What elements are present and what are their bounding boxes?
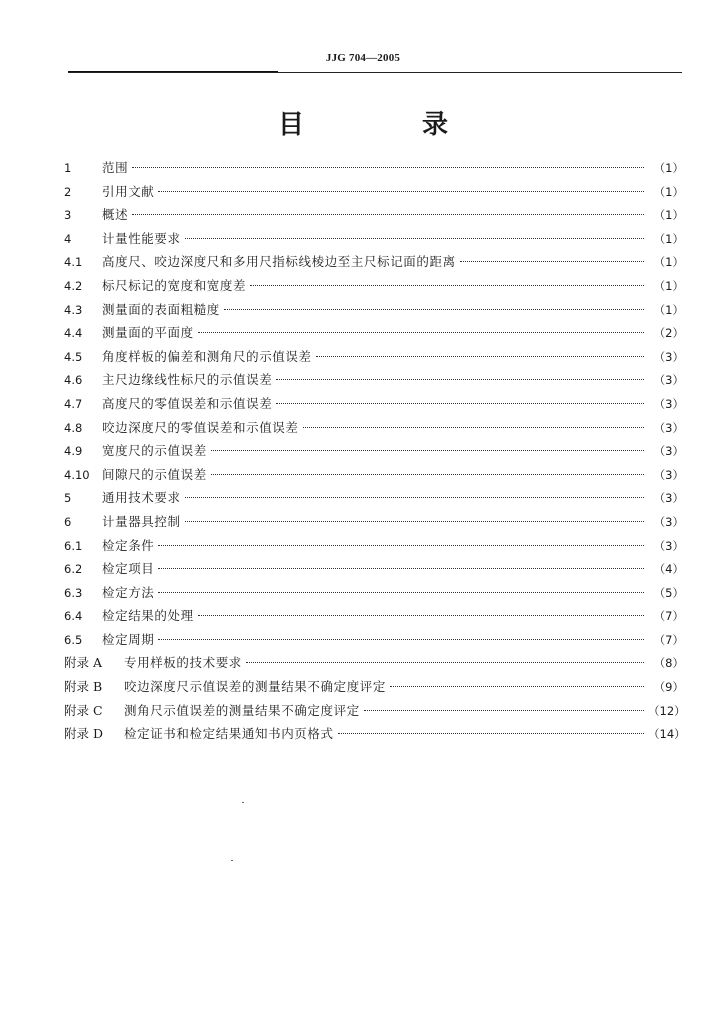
toc-entry-page: （1） (653, 278, 684, 293)
dot-leader (185, 497, 644, 498)
toc-entry[interactable] (64, 628, 684, 652)
toc-entry-title: 范围 (102, 160, 129, 175)
dot-leader (185, 521, 644, 522)
dot-leader (276, 379, 644, 380)
toc-entry[interactable] (64, 486, 684, 510)
toc-entry-page: （1） (653, 302, 684, 317)
toc-entry-title: 检定周期 (102, 631, 155, 647)
toc-entry-number: 6 (64, 514, 72, 529)
dot-leader (158, 191, 644, 192)
toc-entry-number: 附录 D (64, 726, 103, 742)
toc-entry[interactable] (64, 557, 684, 581)
toc-entry[interactable] (64, 345, 684, 369)
toc-entry-title: 宽度尺的示值误差 (102, 443, 207, 459)
toc-entry-number: 4.9 (64, 444, 83, 459)
dot-leader (316, 356, 644, 357)
toc-entry-number: 6.4 (64, 609, 83, 624)
toc-entry-number: 5 (64, 491, 72, 506)
toc-entry-title: 高度尺的零值误差和示值误差 (102, 395, 273, 411)
toc-entry[interactable] (64, 604, 684, 628)
toc-entry-page: （3） (653, 373, 684, 388)
toc-entry-page: （2） (653, 326, 684, 341)
toc-entry-title: 标尺标记的宽度和宽度差 (102, 277, 247, 293)
toc-entry-page: （14） (648, 727, 686, 742)
toc-entry-page: （1） (653, 231, 684, 246)
scan-speck (242, 802, 244, 803)
dot-leader (276, 403, 644, 404)
dot-leader (303, 427, 644, 428)
dot-leader (390, 686, 644, 687)
toc-entry-number: 6.5 (64, 632, 83, 647)
toc-entry[interactable] (64, 227, 684, 251)
toc-entry-number: 6.3 (64, 585, 83, 600)
toc-entry-page: （3） (653, 349, 684, 364)
dot-leader (250, 285, 644, 286)
toc-entry-title: 专用样板的技术要求 (124, 655, 242, 671)
toc-entry-number: 附录 A (64, 655, 103, 671)
toc-entry[interactable] (64, 392, 684, 416)
toc-entry-page: （7） (653, 632, 684, 647)
dot-leader (211, 450, 644, 451)
toc-entry-page: （3） (653, 420, 684, 435)
toc-entry-page: （3） (653, 514, 684, 529)
toc-entry-page: （1） (653, 255, 684, 270)
toc-entry[interactable] (64, 651, 684, 675)
toc-entry-number: 6.1 (64, 538, 83, 553)
dot-leader (198, 615, 644, 616)
toc-entry-title: 计量器具控制 (102, 513, 181, 529)
toc-entry-page: （3） (653, 444, 684, 459)
toc-entry[interactable] (64, 534, 684, 558)
toc-entry[interactable] (64, 416, 684, 440)
toc-entry[interactable] (64, 250, 684, 274)
header-rule (68, 72, 682, 73)
toc-entry-number: 4.7 (64, 396, 83, 411)
document-code: JJG 704—2005 (325, 52, 401, 64)
dot-leader (246, 662, 644, 663)
toc-entry-page: （3） (653, 491, 684, 506)
toc-entry-title: 概述 (102, 207, 129, 223)
toc-entry-number: 4.5 (64, 349, 83, 364)
toc-entry-page: （8） (653, 656, 684, 671)
toc-entry-number: 1 (64, 161, 72, 175)
toc-entry-number: 4.2 (64, 278, 83, 293)
toc-entry-title: 测角尺示值误差的测量结果不确定度评定 (124, 702, 360, 718)
toc-entry-title: 咬边深度尺示值误差的测量结果不确定度评定 (124, 679, 387, 695)
toc-entry-page: （1） (653, 161, 684, 175)
dot-leader (158, 545, 644, 546)
dot-leader (158, 568, 644, 569)
toc-entry-title: 高度尺、咬边深度尺和多用尺指标线棱边至主尺标记面的距离 (102, 254, 456, 270)
toc-entry-title: 检定项目 (102, 561, 155, 577)
toc-entry-number: 2 (64, 184, 72, 199)
toc-entry-title: 间隙尺的示值误差 (102, 466, 207, 482)
toc-entry[interactable] (64, 321, 684, 345)
toc-entry-page: （9） (653, 680, 684, 695)
dot-leader (132, 167, 644, 168)
toc-entry-page: （3） (653, 467, 684, 482)
toc-entry-page: （5） (653, 585, 684, 600)
toc-entry-number: 4.10 (64, 467, 90, 482)
toc-entry-title: 测量面的表面粗糙度 (102, 301, 220, 317)
toc-entry-title: 检定证书和检定结果通知书内页格式 (124, 726, 334, 742)
toc-entry-page: （7） (653, 609, 684, 624)
toc-entry[interactable] (64, 203, 684, 227)
toc-entry-title: 咬边深度尺的零值误差和示值误差 (102, 419, 299, 435)
dot-leader (364, 710, 644, 711)
toc-entry-number: 6.2 (64, 562, 83, 577)
toc-entry-page: （3） (653, 396, 684, 411)
toc-entry-title: 角度样板的偏差和测角尺的示值误差 (102, 348, 312, 364)
toc-entry[interactable] (64, 510, 684, 534)
toc-entry-number: 4.6 (64, 373, 83, 388)
toc-entry-number: 3 (64, 208, 72, 223)
toc-entry-number: 4.1 (64, 255, 83, 270)
toc-entry-number: 4.3 (64, 302, 83, 317)
toc-entry[interactable] (64, 368, 684, 392)
toc-entry-title: 测量面的平面度 (102, 325, 194, 341)
dot-leader (158, 639, 644, 640)
dot-leader (460, 261, 644, 262)
toc-entry-title: 检定结果的处理 (102, 608, 194, 624)
toc-entry-page: （1） (653, 184, 684, 199)
toc-entry-title: 主尺边缘线性标尺的示值误差 (102, 372, 273, 388)
toc-entry-title: 通用技术要求 (102, 490, 181, 506)
toc-entry-number: 4 (64, 231, 72, 246)
toc-title: 目 录 (277, 110, 494, 140)
toc-entry[interactable] (64, 722, 684, 746)
dot-leader (198, 332, 644, 333)
toc-entry-number: 4.8 (64, 420, 83, 435)
toc-entry[interactable] (64, 180, 684, 204)
toc-entry[interactable] (64, 298, 684, 322)
scan-speck (231, 860, 233, 861)
toc-entry-title: 引用文献 (102, 183, 155, 199)
toc-entry[interactable] (64, 699, 684, 723)
dot-leader (132, 214, 644, 215)
toc-entry-page: （12） (648, 703, 686, 718)
toc-entry-title: 检定条件 (102, 537, 155, 553)
toc-entry[interactable] (64, 274, 684, 298)
dot-leader (158, 592, 644, 593)
dot-leader (224, 309, 644, 310)
table-of-contents (64, 156, 684, 746)
toc-entry-title: 检定方法 (102, 584, 155, 600)
toc-entry[interactable] (64, 439, 684, 463)
toc-entry[interactable] (64, 581, 684, 605)
dot-leader (338, 733, 644, 734)
toc-entry-number: 附录 B (64, 679, 103, 695)
toc-entry[interactable] (64, 463, 684, 487)
toc-entry-number: 附录 C (64, 702, 103, 718)
toc-entry-page: （4） (653, 562, 684, 577)
toc-entry-title: 计量性能要求 (102, 230, 181, 246)
toc-entry-page: （3） (653, 538, 684, 553)
toc-entry[interactable] (64, 156, 684, 180)
toc-entry-number: 4.4 (64, 326, 83, 341)
toc-entry[interactable] (64, 675, 684, 699)
dot-leader (211, 474, 644, 475)
toc-entry-page: （1） (653, 208, 684, 223)
dot-leader (185, 238, 644, 239)
